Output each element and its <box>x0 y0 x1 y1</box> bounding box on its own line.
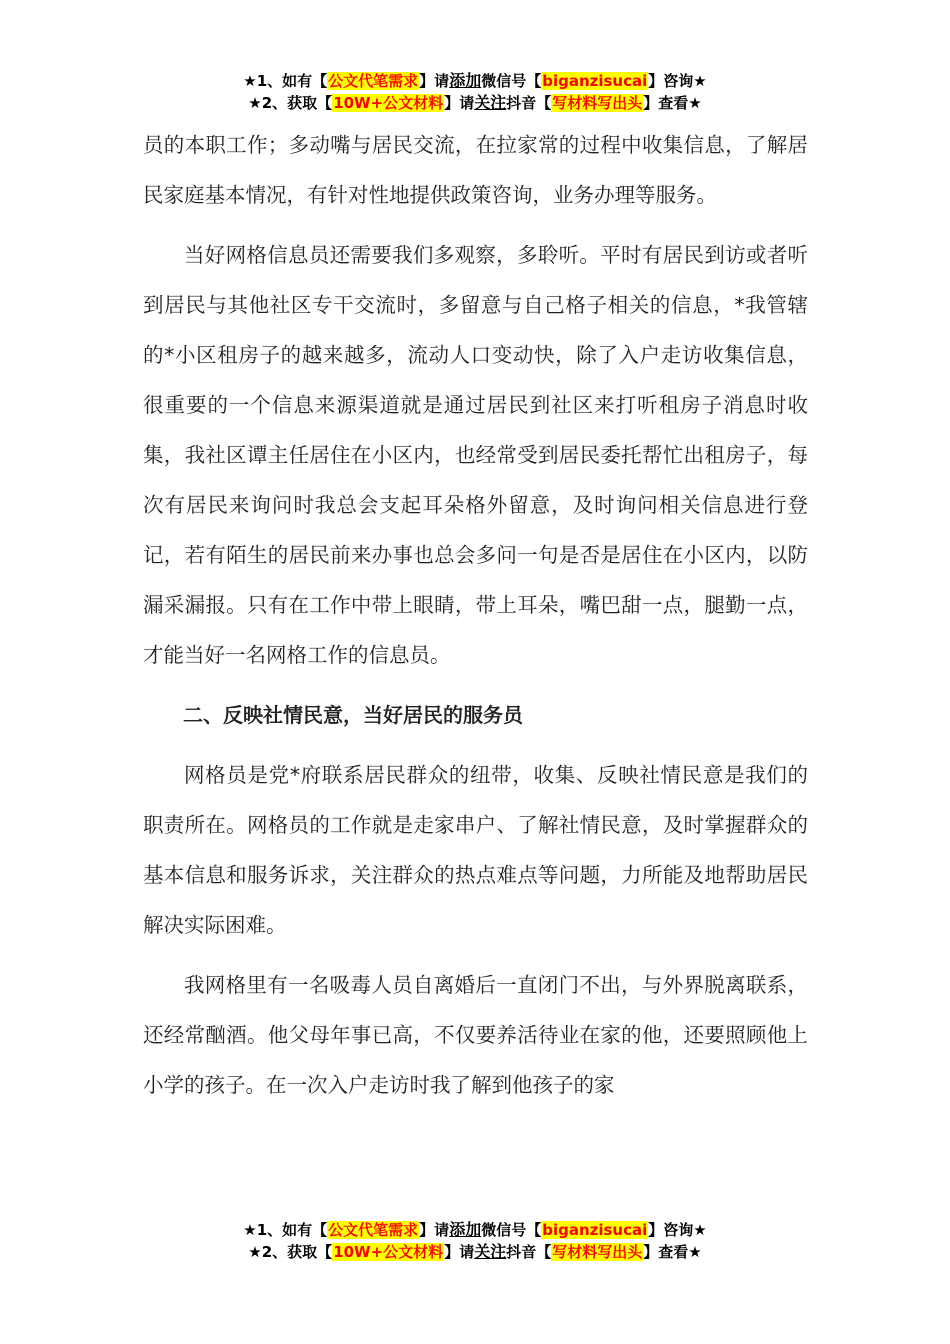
banner-highlight: 10W+公文材料 <box>333 94 444 112</box>
banner-text: 微信号【 <box>481 1221 542 1239</box>
paragraph-4: 我网格里有一名吸毒人员自离婚后一直闭门不出，与外界脱离联系，还经常酗酒。他父母年事已高，不仅要养活待业在家的他，还要照顾他上小学的孩子。在一次入户走访时我了解到他孩子的家 <box>143 973 808 1097</box>
banner-highlight: biganzisucai <box>542 72 648 90</box>
banner-text: ★2、获取【 <box>248 1243 333 1261</box>
banner-highlight: 写材料写出头 <box>552 94 643 112</box>
banner-text: ★2、获取【 <box>248 94 333 112</box>
banner-text: ★1、如有【 <box>243 72 328 90</box>
banner-text: 】请 <box>444 94 475 112</box>
banner-highlight: 公文代笔需求 <box>328 1221 419 1239</box>
banner-highlight: 10W+公文材料 <box>333 1243 444 1261</box>
banner-highlight: 写材料写出头 <box>552 1243 643 1261</box>
header-banner <box>0 70 950 114</box>
banner-text: 】查看★ <box>643 94 702 112</box>
banner-line-1 <box>0 1219 950 1241</box>
banner-text: ★1、如有【 <box>243 1221 328 1239</box>
banner-text: 抖音【 <box>506 1243 552 1261</box>
paragraph-3: 网格员是党*府联系居民群众的纽带，收集、反映社情民意是我们的职责所在。网格员的工作就是走家串户、了解社情民意，及时掌握群众的基本信息和服务诉求，关注群众的热点难点等问题，力所能及地帮助居民解决实际困难。 <box>143 763 808 937</box>
banner-text: 抖音【 <box>506 94 552 112</box>
banner-text: 微信号【 <box>481 72 542 90</box>
banner-emphasis: 关注 <box>474 93 507 112</box>
banner-highlight: biganzisucai <box>542 1221 648 1239</box>
banner-emphasis: 关注 <box>474 1242 507 1261</box>
banner-line-2 <box>0 1241 950 1263</box>
footer-banner <box>0 1219 950 1263</box>
banner-emphasis: 添加 <box>449 71 482 90</box>
paragraph-1: 员的本职工作；多动嘴与居民交流，在拉家常的过程中收集信息，了解居民家庭基本情况，有针对性地提供政策咨询，业务办理等服务。 <box>143 133 808 207</box>
section-heading: 二、反映社情民意，当好居民的服务员 <box>183 703 523 727</box>
banner-line-1 <box>0 70 950 92</box>
banner-emphasis: 添加 <box>449 1220 482 1239</box>
banner-text: 】请 <box>419 72 450 90</box>
banner-text: 】请 <box>419 1221 450 1239</box>
banner-text: 】咨询★ <box>648 1221 707 1239</box>
paragraph-2: 当好网格信息员还需要我们多观察，多聆听。平时有居民到访或者听到居民与其他社区专干交流时，多留意与自己格子相关的信息，*我管辖的*小区租房子的越来越多，流动人口变动快，除了入户走访收集信息，很重要的一个信息来源渠道就是通过居民到社区来打听租房子消息时收集，我社区谭主任居住在小区内，也经常受到居民委托帮忙出租房子，每次有居民来询问时我总会支起耳朵格外留意，及时询问相关信息进行登记，若有陌生的居民前来办事也总会多问一句是否是居住在小区内，以防漏采漏报。只有在工作中带上眼睛，带上耳朵，嘴巴甜一点，腿勤一点，才能当好一名网格工作的信息员。 <box>143 243 808 667</box>
document-body <box>143 120 808 1110</box>
banner-highlight: 公文代笔需求 <box>328 72 419 90</box>
banner-text: 】查看★ <box>643 1243 702 1261</box>
banner-line-2 <box>0 92 950 114</box>
banner-text: 】请 <box>444 1243 475 1261</box>
banner-text: 】咨询★ <box>648 72 707 90</box>
